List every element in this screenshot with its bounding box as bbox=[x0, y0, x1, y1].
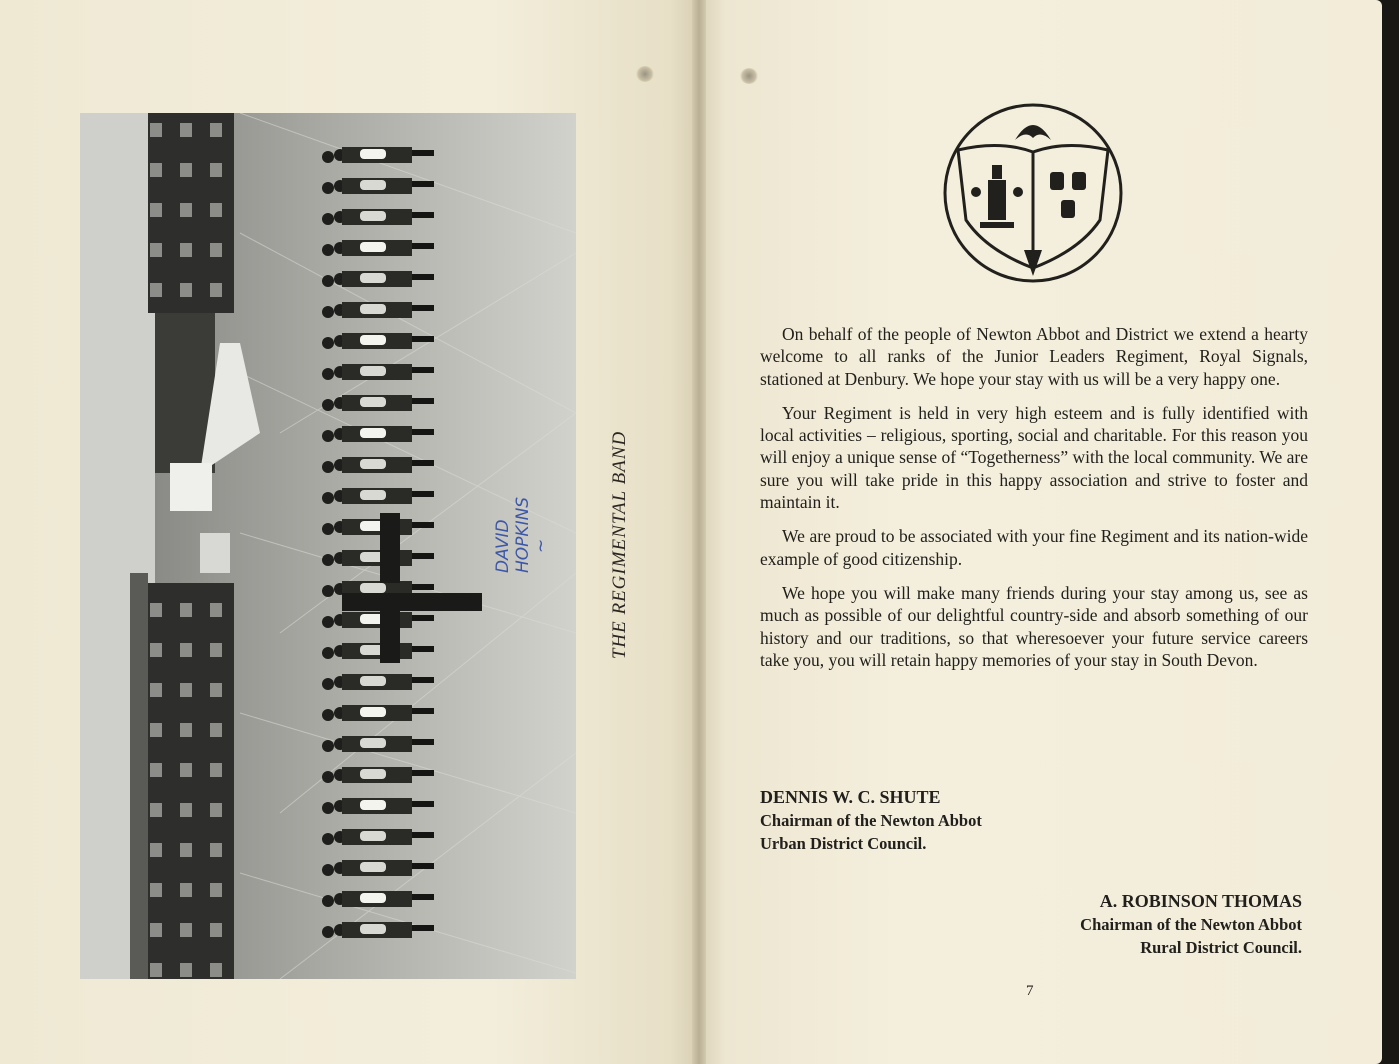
signatory-title: Chairman of the Newton Abbot bbox=[1080, 915, 1302, 934]
signature-rural bbox=[980, 890, 1302, 959]
page-number: 7 bbox=[1026, 983, 1034, 999]
letter-paragraph: On behalf of the people of Newton Abbot and District we extend a hearty welcome to all ranks of the Junior Leaders Regiment, Royal Signals, stationed at Denbury. We hope your stay with us will be a very happy one. bbox=[760, 324, 1308, 389]
coat-of-arms-icon bbox=[940, 100, 1126, 286]
book-gutter bbox=[692, 0, 706, 1064]
handwriting-line-3: ~ bbox=[531, 538, 551, 553]
welcome-letter bbox=[760, 323, 1308, 683]
letter-paragraph: We are proud to be associated with your fine Regiment and its nation-wide example of good citizenship. bbox=[760, 526, 1308, 569]
signatory-council: Urban District Council. bbox=[760, 834, 927, 853]
signatory-name: DENNIS W. C. SHUTE bbox=[760, 787, 941, 807]
signatory-council: Rural District Council. bbox=[1140, 938, 1302, 957]
staple-mark bbox=[740, 68, 758, 84]
letter-paragraph: Your Regiment is held in very high esteem and is fully identified with local activities – religious, sporting, social and charitable. For this reason you will enjoy a unique sense of “Togetherness” with the local community. We are sure you will take pride in this happy association and strive to foster and maintain it. bbox=[760, 402, 1308, 513]
letter-paragraph: We hope you will make many friends during your stay among us, see as much as possible of our delightful country-side and absorb something of our history and our traditions, so that wheresoever your future service careers take you, you will retain happy memories of your stay in South Devon. bbox=[760, 582, 1308, 670]
signature-urban bbox=[760, 786, 1308, 855]
handwriting-line-2: HOPKINS bbox=[513, 496, 533, 573]
signatory-title: Chairman of the Newton Abbot bbox=[760, 811, 982, 830]
handwritten-name bbox=[80, 113, 576, 979]
staple-mark bbox=[636, 66, 654, 82]
signatory-name: A. ROBINSON THOMAS bbox=[1099, 891, 1302, 911]
handwriting-line-1: DAVID bbox=[493, 519, 513, 573]
photo-caption: THE REGIMENTAL BAND bbox=[609, 430, 630, 660]
regimental-band-photo bbox=[80, 113, 576, 979]
